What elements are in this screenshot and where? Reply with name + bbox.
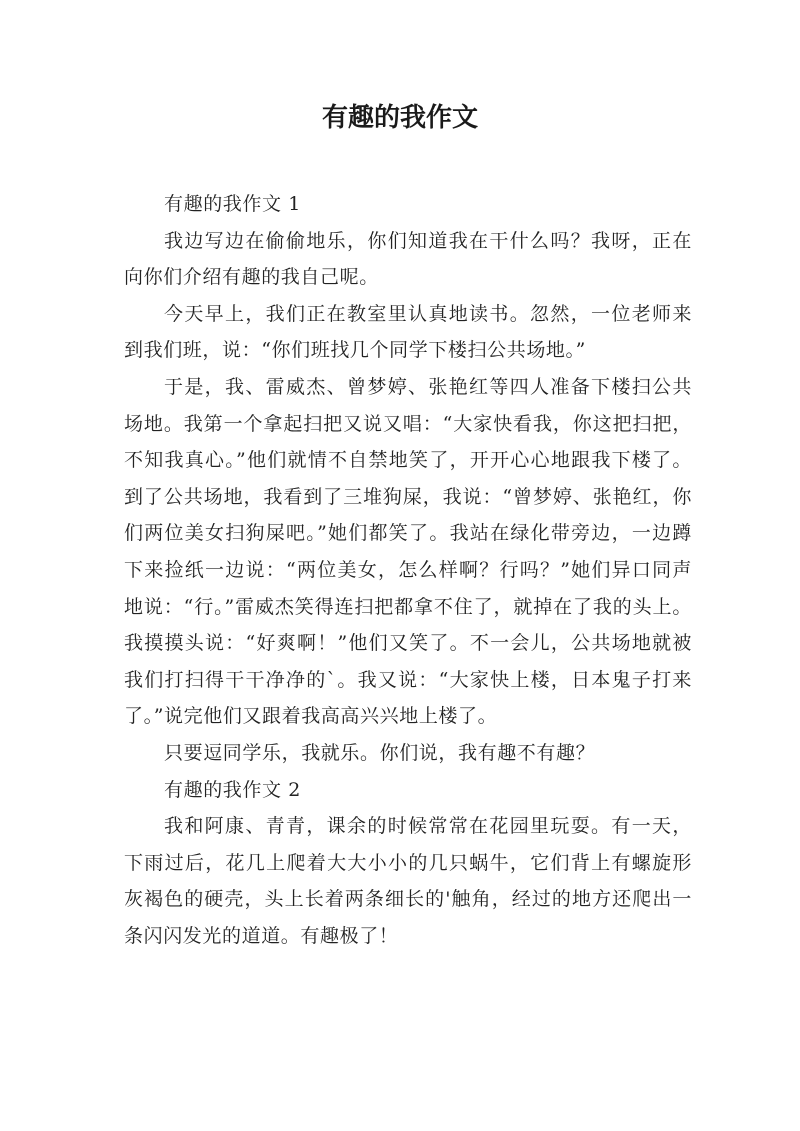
document-title: 有趣的我作文 (321, 103, 478, 133)
document-body (124, 186, 692, 954)
paragraph: 我边写边在偷偷地乐，你们知道我在干什么吗？我呀，正在向你们介绍有趣的我自己呢。 (124, 229, 692, 289)
section-heading: 有趣的我作文 2 (164, 778, 301, 801)
paragraph: 我和阿康、青青，课余的时候常常在花园里玩耍。有一天，下雨过后，花几上爬着大大小小的几只蜗牛，它们背上有螺旋形灰褐色的硬壳，头上长着两条细长的'触角，经过的地方还爬出一条闪闪发光的道道。有趣极了！ (124, 815, 692, 947)
paragraph: 于是，我、雷威杰、曾梦婷、张艳红等四人准备下楼扫公共场地。我第一个拿起扫把又说又唱：“大家快看我，你这把扫把，不知我真心。”他们就情不自禁地笑了，开开心心地跟我下楼了。到了公共场地，我看到了三堆狗屎，我说：“曾梦婷、张艳红，你们两位美女扫狗屎吧。”她们都笑了。我站在绿化带旁边，一边蹲下来捡纸一边说：“两位美女，怎么样啊？行吗？”她们异口同声地说：“行。”雷威杰笑得连扫把都拿不住了，就掉在了我的头上。我摸摸头说：“好爽啊！”他们又笑了。不一会儿，公共场地就被我们打扫得干干净净的`。我又说：“大家快上楼，日本鬼子打来了。”说完他们又跟着我高高兴兴地上楼了。 (124, 375, 692, 728)
paragraph: 只要逗同学乐，我就乐。你们说，我有趣不有趣？ (164, 741, 596, 764)
section-heading: 有趣的我作文 1 (164, 193, 301, 215)
paragraph: 今天早上，我们正在教室里认真地读书。忽然，一位老师来到我们班，说：“你们班找几个同学下楼扫公共场地。” (124, 302, 692, 362)
